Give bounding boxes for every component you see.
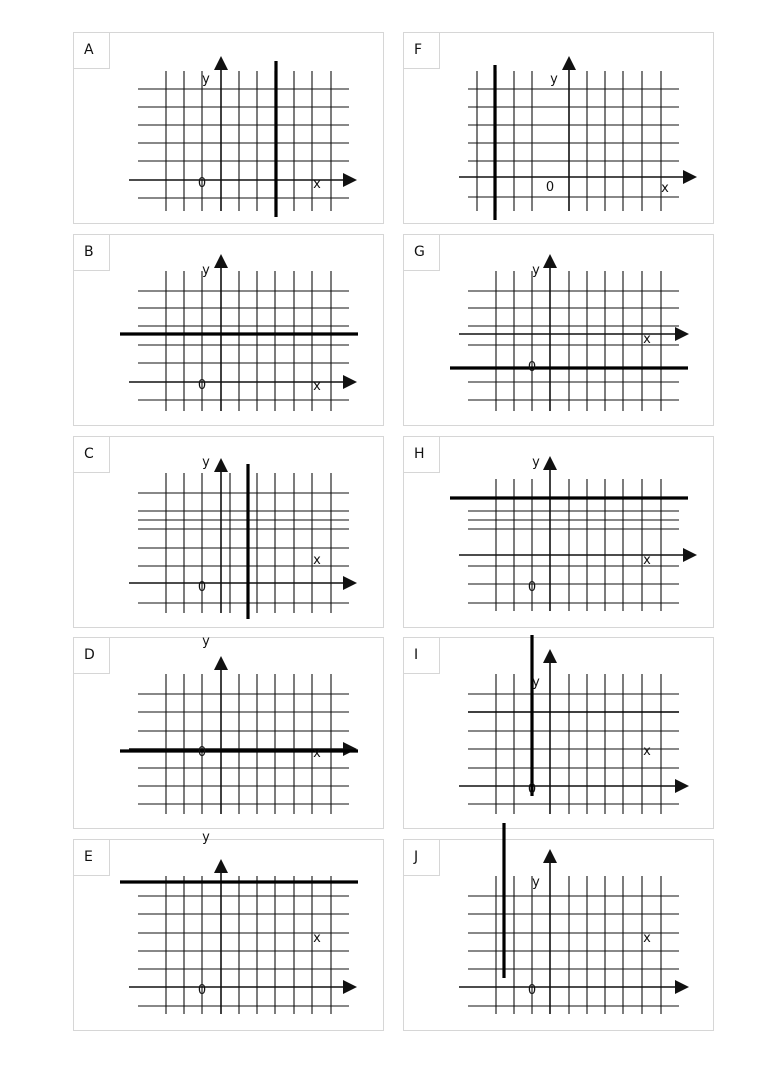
x-axis-arrowhead bbox=[683, 170, 697, 184]
y-axis-arrowhead bbox=[562, 56, 576, 70]
y-axis-label: y bbox=[202, 72, 210, 87]
x-axis-arrowhead bbox=[343, 980, 357, 994]
card-letter: D bbox=[84, 647, 95, 663]
card-letter: F bbox=[414, 42, 423, 58]
x-axis-label: x bbox=[643, 553, 651, 568]
card-letter: H bbox=[414, 446, 425, 462]
x-axis-label: x bbox=[313, 379, 321, 394]
y-axis-arrowhead bbox=[543, 849, 557, 863]
origin-label: 0 bbox=[527, 782, 537, 797]
y-axis-label: y bbox=[532, 263, 540, 278]
card-letter: A bbox=[84, 42, 94, 58]
x-axis-arrowhead bbox=[675, 980, 689, 994]
y-axis-arrowhead bbox=[214, 56, 228, 70]
x-axis-label: x bbox=[313, 553, 321, 568]
y-axis-arrowhead bbox=[214, 254, 228, 268]
graph-card-b bbox=[73, 234, 384, 426]
card-letter: C bbox=[84, 446, 94, 462]
x-axis-label: x bbox=[643, 744, 651, 759]
coordinate-grid bbox=[74, 830, 385, 1032]
x-axis-arrowhead bbox=[343, 576, 357, 590]
x-axis-label: x bbox=[313, 931, 321, 946]
coordinate-grid bbox=[404, 437, 715, 629]
coordinate-grid bbox=[74, 235, 385, 427]
y-axis-label: y bbox=[202, 830, 210, 845]
origin-label: 0 bbox=[197, 745, 207, 760]
origin-label: 0 bbox=[197, 580, 207, 595]
origin-label: 0 bbox=[527, 983, 537, 998]
origin-label: 0 bbox=[197, 983, 207, 998]
graph-card-g bbox=[403, 234, 714, 426]
card-letter: J bbox=[414, 849, 419, 865]
x-axis-label: x bbox=[643, 332, 651, 347]
x-axis-label: x bbox=[313, 746, 321, 761]
x-axis-arrowhead bbox=[675, 779, 689, 793]
graph-card-f bbox=[403, 32, 714, 224]
x-axis-arrowhead bbox=[683, 548, 697, 562]
x-axis-label: x bbox=[643, 931, 651, 946]
origin-label: 0 bbox=[197, 378, 207, 393]
x-axis-arrowhead bbox=[675, 327, 689, 341]
y-axis-arrowhead bbox=[214, 859, 228, 873]
graph-card-d bbox=[73, 634, 384, 829]
y-axis-label: y bbox=[532, 675, 540, 690]
graph-card-j bbox=[403, 839, 714, 1031]
origin-label: 0 bbox=[527, 360, 537, 375]
coordinate-grid bbox=[404, 638, 715, 830]
graph-card-c bbox=[73, 436, 384, 628]
card-letter: B bbox=[84, 244, 94, 260]
x-axis-arrowhead bbox=[343, 173, 357, 187]
card-letter: E bbox=[84, 849, 93, 865]
y-axis-label: y bbox=[532, 875, 540, 890]
coordinate-grid bbox=[74, 634, 385, 830]
card-letter: G bbox=[414, 244, 425, 260]
graph-card-i bbox=[403, 637, 714, 829]
origin-label: 0 bbox=[527, 580, 537, 595]
x-axis-arrowhead bbox=[343, 742, 357, 756]
y-axis-label: y bbox=[202, 455, 210, 470]
y-axis-arrowhead bbox=[214, 458, 228, 472]
coordinate-grid bbox=[404, 33, 715, 225]
origin-label: 0 bbox=[197, 176, 207, 191]
x-axis-arrowhead bbox=[343, 375, 357, 389]
x-axis-label: x bbox=[661, 181, 669, 196]
y-axis-arrowhead bbox=[543, 456, 557, 470]
graph-card-e bbox=[73, 830, 384, 1031]
y-axis-label: y bbox=[202, 634, 210, 649]
graph-card-h bbox=[403, 436, 714, 628]
coordinate-grid bbox=[74, 437, 385, 629]
y-axis-label: y bbox=[202, 263, 210, 278]
y-axis-label: y bbox=[550, 72, 558, 87]
coordinate-grid bbox=[74, 33, 385, 225]
y-axis-label: y bbox=[532, 455, 540, 470]
origin-label: 0 bbox=[545, 180, 555, 195]
graph-card-a bbox=[73, 32, 384, 224]
y-axis-arrowhead bbox=[543, 649, 557, 663]
x-axis-label: x bbox=[313, 177, 321, 192]
coordinate-grid bbox=[404, 840, 715, 1032]
y-axis-arrowhead bbox=[543, 254, 557, 268]
coordinate-grid bbox=[404, 235, 715, 427]
y-axis-arrowhead bbox=[214, 656, 228, 670]
card-letter: I bbox=[414, 647, 419, 663]
